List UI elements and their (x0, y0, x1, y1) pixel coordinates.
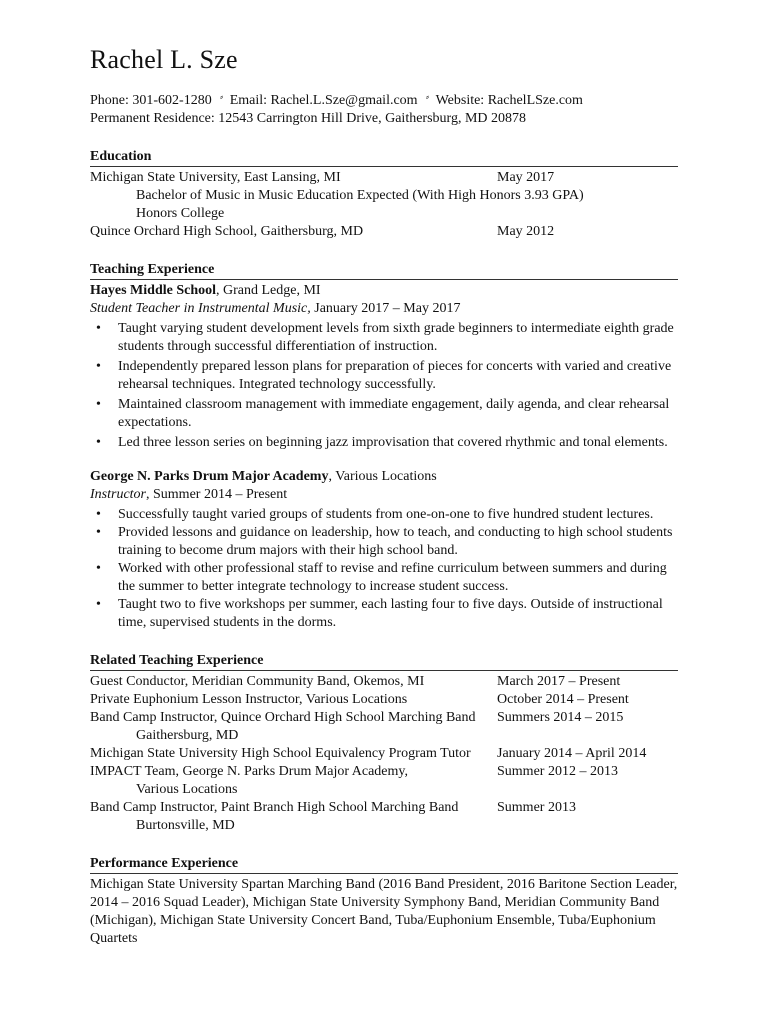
job-role-line (90, 486, 678, 504)
related-position: Band Camp Instructor, Quince Orchard High School Marching Band (90, 710, 476, 726)
related-row (90, 745, 678, 763)
list-item: • Independently prepared lesson plans for preparation of pieces for concerts with varied and creative rehearsal techniques. Integrated technology successfully. (90, 358, 678, 394)
related-position: Guest Conductor, Meridian Community Band, Okemos, MI (90, 674, 425, 690)
related-dates: October 2014 – Present (497, 692, 629, 708)
related-sub: Various Locations (136, 782, 238, 798)
job-bullet-list (90, 506, 678, 632)
separator-icon: ⸗ (220, 92, 224, 104)
candidate-name: Rachel L. Sze (90, 45, 238, 74)
related-sub: Burtonsville, MD (136, 818, 235, 834)
related-row (90, 691, 678, 709)
separator-icon: ⸗ (425, 92, 430, 104)
job-role: Instructor (90, 487, 146, 503)
related-position: IMPACT Team, George N. Parks Drum Major Academy, (90, 764, 409, 780)
school-name: Michigan State University, East Lansing, MI (90, 170, 341, 186)
list-item: • Taught two to five workshops per summer, each lasting four to five days. Outside of instructional time, supervised students in the dorms. (90, 596, 678, 632)
related-dates: Summer 2012 – 2013 (497, 764, 618, 780)
job-title-line (90, 468, 678, 486)
list-item: • Maintained classroom management with immediate engagement, daily agenda, and clear rehearsal expectations. (90, 396, 678, 432)
spacer (90, 454, 678, 468)
related-row (90, 763, 678, 781)
section-divider (90, 670, 678, 671)
related-dates: March 2017 – Present (497, 674, 621, 690)
list-item: • Taught varying student development levels from sixth grade beginners to intermediate eighth grade students through successful differentiation of instruction. (90, 320, 678, 356)
performance-text: Michigan State University Spartan Marching Band (2016 Band President, 2016 Baritone Section Leader, 2014 – 2016 Squad Leader), Michigan State University Symphony Band, Meridian Community Band (Michigan), Michigan State University Concert Band, Tuba/Euphonium Ensemble, Tuba/Euphonium Quartets (90, 877, 678, 947)
related-position: Private Euphonium Lesson Instructor, Various Locations (90, 692, 408, 708)
related-position: Michigan State University High School Equivalency Program Tutor (90, 746, 471, 762)
school-date: May 2012 (497, 224, 555, 240)
list-item: • Worked with other professional staff to revise and refine curriculum between summers and during the summer to better integrate technology to increase student success. (90, 560, 678, 596)
job-title-line (90, 282, 678, 300)
job-location: , Grand Ledge, MI (216, 283, 321, 299)
related-dates: Summers 2014 – 2015 (497, 710, 624, 726)
related-dates: January 2014 – April 2014 (497, 746, 647, 762)
education-row (90, 169, 678, 187)
related-row (90, 673, 678, 691)
related-list (90, 673, 678, 835)
website-text: Website: RachelLSze.com (435, 93, 583, 109)
job-location: , Various Locations (328, 469, 437, 485)
degree-text: Bachelor of Music in Music Education Expected (With High Honors 3.93 GPA) (136, 188, 584, 204)
related-dates: Summer 2013 (497, 800, 576, 816)
related-heading: Related Teaching Experience (90, 653, 264, 669)
list-item: • Provided lessons and guidance on leadership, how to teach, and conducting to high school students training to become drum majors with their high school band. (90, 524, 678, 560)
job-bullet-list (90, 320, 678, 452)
education-row (90, 223, 678, 241)
list-item: • Successfully taught varied groups of students from one-on-one to five hundred student lectures. (90, 506, 678, 524)
residence-line: Permanent Residence: 12543 Carrington Hill Drive, Gaithersburg, MD 20878 (90, 111, 526, 127)
job-role-line (90, 300, 678, 318)
job-dates: January 2017 – May 2017 (310, 301, 461, 317)
contact-line (90, 89, 678, 110)
related-row (90, 799, 678, 817)
job-dates: , Summer 2014 – Present (146, 487, 288, 503)
education-heading: Education (90, 149, 152, 165)
job-org: George N. Parks Drum Major Academy (90, 469, 329, 485)
job-org: Hayes Middle School (90, 283, 217, 299)
section-divider (90, 873, 678, 874)
school-name: Quince Orchard High School, Gaithersburg, MD (90, 224, 364, 240)
list-item: • Led three lesson series on beginning jazz improvisation that covered rhythmic and tonal elements. (90, 434, 678, 452)
section-divider (90, 166, 678, 167)
related-sub: Gaithersburg, MD (136, 728, 239, 744)
honors-text: Honors College (136, 206, 225, 222)
performance-heading: Performance Experience (90, 856, 239, 872)
email-text: Email: Rachel.L.Sze@gmail.com (229, 93, 418, 109)
phone-text: Phone: 301-602-1280 (90, 93, 212, 109)
related-row (90, 709, 678, 727)
school-date: May 2017 (497, 170, 555, 186)
related-position: Band Camp Instructor, Paint Branch High School Marching Band (90, 800, 459, 816)
section-divider (90, 279, 678, 280)
job-role: Student Teacher in Instrumental Music, (90, 301, 311, 317)
teaching-heading: Teaching Experience (90, 262, 215, 278)
